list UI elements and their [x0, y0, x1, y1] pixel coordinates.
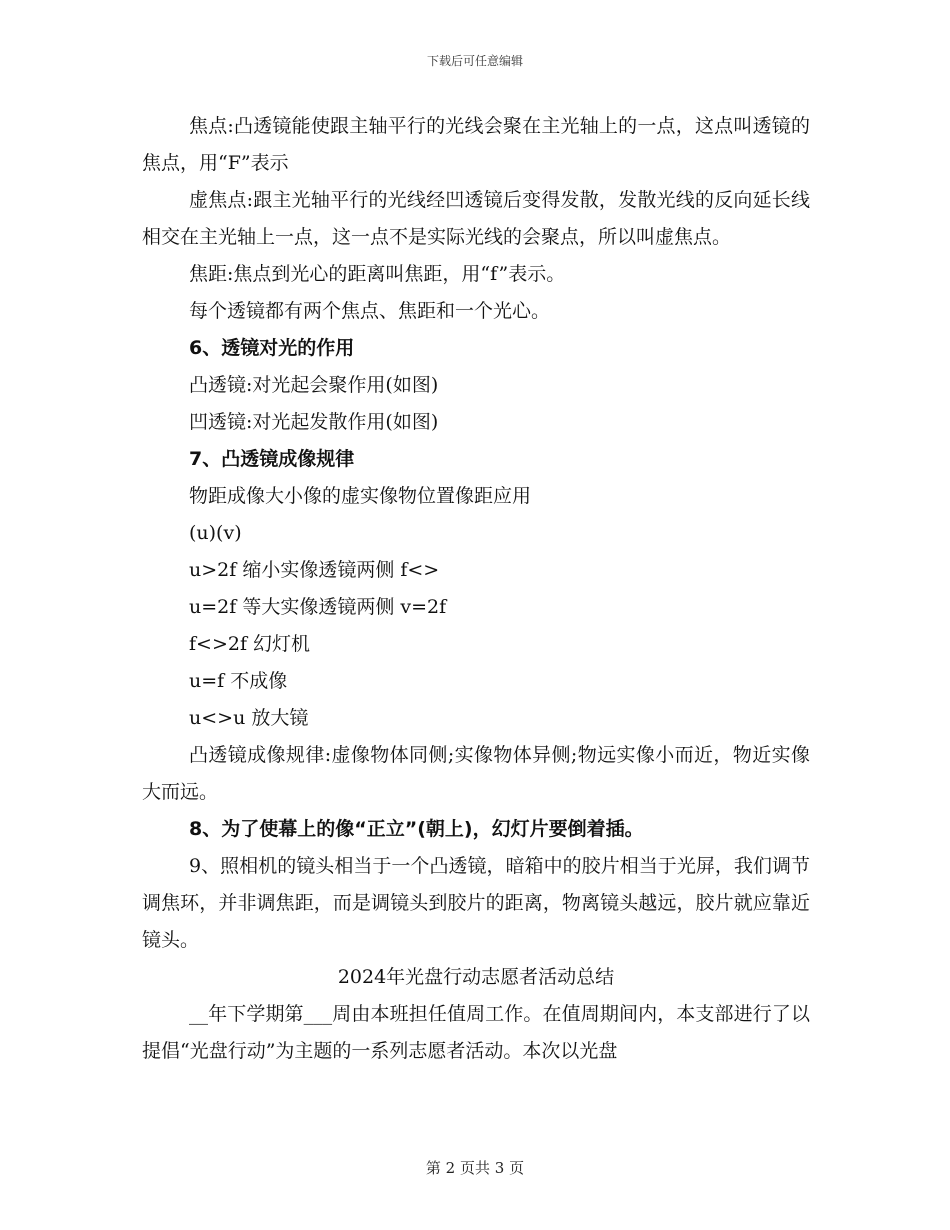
rule-line: u=2f 等大实像透镜两侧 v=2f	[189, 596, 447, 618]
rule-line: f<>2f 幻灯机	[189, 633, 311, 655]
rule-line: u=f 不成像	[189, 670, 288, 692]
rule-line: u>2f 缩小实像透镜两侧 f<>	[189, 559, 440, 581]
paragraph-focal-length: 焦距:焦点到光心的距离叫焦距，用“f”表示。	[189, 263, 566, 285]
paragraph-convex-lens: 凸透镜:对光起会聚作用(如图)	[189, 374, 439, 396]
document-body	[142, 108, 810, 1070]
table-header-line: 物距成像大小像的虚实像物位置像距应用	[189, 485, 532, 507]
paragraph-camera: 9、照相机的镜头相当于一个凸透镜，暗箱中的胶片相当于光屏，我们调节调焦环，并非调焦距，而是调镜头到胶片的距离，物离镜头越远，胶片就应靠近镜头。	[142, 855, 810, 951]
paragraph-imaging-summary: 凸透镜成像规律:虚像物体同侧;实像物体异侧;物远实像小而近，物近实像大而远。	[142, 744, 810, 803]
paragraph-activity-summary: __年下学期第___周由本班担任值周工作。在值周期间内，本支部进行了以提倡“光盘行动”为主题的一系列志愿者活动。本次以光盘	[142, 1003, 810, 1062]
page-footer: 第 2 页共 3 页	[425, 1159, 525, 1177]
paragraph-lens-components: 每个透镜都有两个焦点、焦距和一个光心。	[189, 300, 551, 322]
paragraph-virtual-focus: 虚焦点:跟主光轴平行的光线经凹透镜后变得发散，发散光线的反向延长线相交在主光轴上一点，这一点不是实际光线的会聚点，所以叫虚焦点。	[142, 189, 810, 248]
page-header: 下载后可任意编辑	[426, 54, 523, 68]
table-header-units: (u)(v)	[189, 522, 242, 544]
heading-imaging-rules: 7、凸透镜成像规律	[189, 448, 355, 470]
paragraph-concave-lens: 凹透镜:对光起发散作用(如图)	[189, 411, 439, 433]
paragraph-focus-definition: 焦点:凸透镜能使跟主轴平行的光线会聚在主光轴上的一点，这点叫透镜的焦点，用“F”表示	[142, 115, 810, 174]
rule-line: u<>u 放大镜	[189, 707, 309, 729]
heading-slide-projector: 8、为了使幕上的像“正立”(朝上)，幻灯片要倒着插。	[189, 818, 644, 840]
section-title: 2024年光盘行动志愿者活动总结	[337, 966, 615, 988]
heading-lens-effect: 6、透镜对光的作用	[189, 337, 355, 359]
